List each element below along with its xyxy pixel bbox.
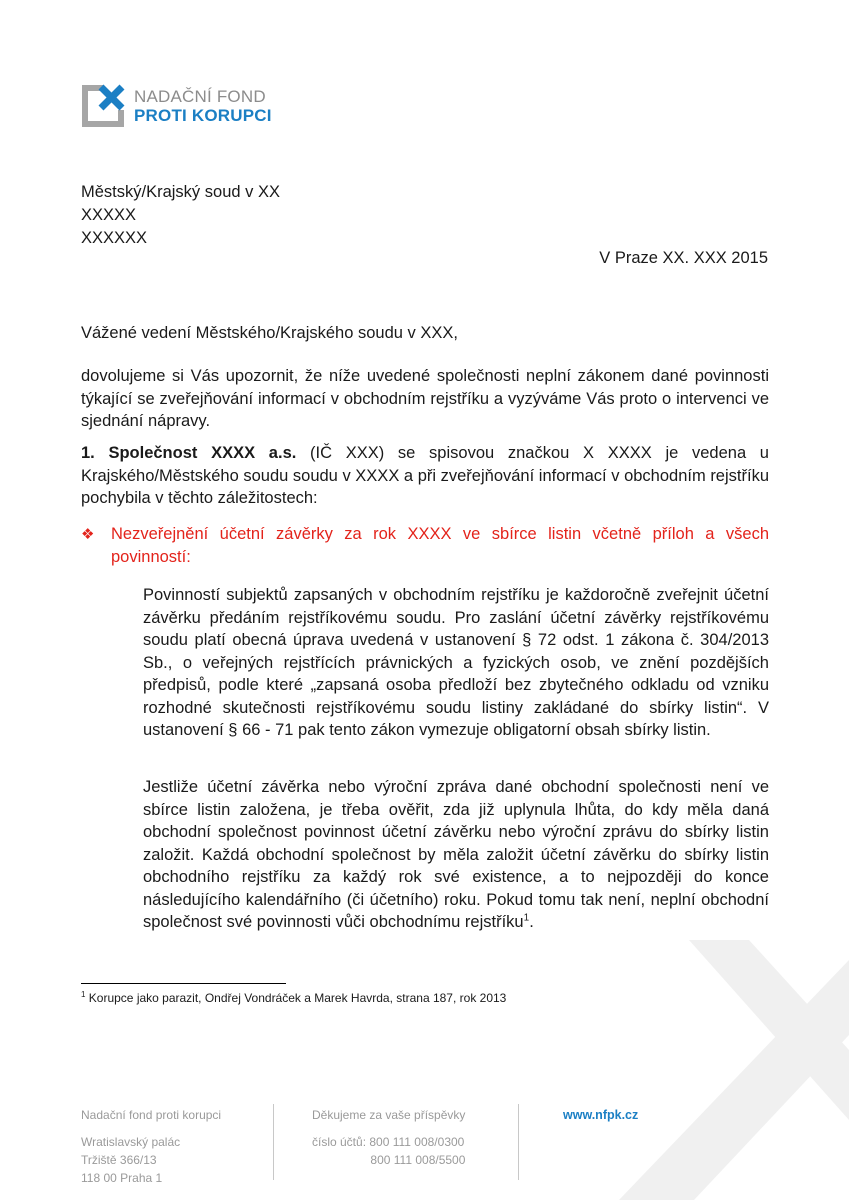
point-1-text: (IČ XXX) se spisovou značkou X XXXX je vedena u Krajského/Městského soudu soudu v XXXX a při zveřejňování informací v obchodním rejstříku pochybila v těchto záležitostech: bbox=[81, 444, 769, 507]
bullet-item bbox=[81, 523, 769, 568]
point-1-paragraph bbox=[81, 442, 769, 510]
letter-date: V Praze XX. XXX 2015 bbox=[599, 249, 768, 267]
salutation: Vážené vedení Městského/Krajského soudu v XXX, bbox=[81, 324, 458, 342]
logo-text bbox=[134, 87, 272, 125]
logo bbox=[81, 84, 272, 128]
logo-line1: NADAČNÍ FOND bbox=[134, 87, 266, 106]
recipient-address bbox=[81, 181, 280, 250]
footnote-divider bbox=[81, 983, 286, 984]
logo-x-icon bbox=[81, 84, 125, 128]
intro-paragraph: dovolujeme si Vás upozornit, že níže uvedené společnosti neplní zákonem dané povinnosti týkající se zveřejňování informací v obchodním rejstříku a vyzýváme Vás proto o intervenci ve sjednání nápravy. bbox=[81, 367, 769, 430]
footer-donations-title: Děkujeme za vaše příspěvky bbox=[312, 1108, 466, 1122]
footnote bbox=[81, 991, 506, 1005]
footer-account-2: 800 111 008/5500 bbox=[370, 1153, 466, 1167]
bullet-text: Nezveřejnění účetní závěrky za rok XXXX ve sbírce listin včetně příloh a všech povinností: bbox=[111, 525, 769, 566]
address-line3: XXXXXX bbox=[81, 229, 148, 247]
point-1-lead: 1. Společnost XXXX a.s. bbox=[81, 444, 297, 462]
footer-donations bbox=[312, 1106, 465, 1169]
address-line2: XXXXX bbox=[81, 206, 137, 224]
footer-account-1: číslo účtů: 800 111 008/0300 bbox=[312, 1135, 465, 1149]
footer-web-link[interactable]: www.nfpk.cz bbox=[563, 1108, 639, 1122]
watermark-x-icon bbox=[619, 940, 849, 1200]
footer-org-name: Nadační fond proti korupci bbox=[81, 1108, 222, 1122]
footnote-reference: 1 bbox=[523, 912, 530, 924]
address-line1: Městský/Krajský soud v XX bbox=[81, 183, 280, 201]
paragraph-2-text: Jestliže účetní závěrka nebo výroční zpráva dané obchodní společnosti není ve sbírce listin založena, je třeba ověřit, zda již uplynula lhůta, do kdy měla daná obchodní společnost povinnost účetní závěrku nebo výroční zprávu do sbírky listin založit. Každá obchodní společnost by měla založit účetní závěrku do sbírky listin obchodního rejstříku za každý rok své existence, a to nejpozději do konce následujícího kalendářního (či účetního) roku. Pokud tomu tak není, neplní obchodní společnost své povinnosti vůči obchodnímu rejstříku bbox=[143, 778, 769, 931]
logo-line2: PROTI KORUPCI bbox=[134, 106, 272, 125]
footer-divider bbox=[273, 1104, 274, 1180]
footer-address-line1: Wratislavský palác bbox=[81, 1135, 181, 1149]
diamond-bullet-icon: ❖ bbox=[81, 526, 95, 543]
paragraph-1: Povinností subjektů zapsaných v obchodním rejstříku je každoročně zveřejnit účetní závěrku předáním rejstříkovému soudu. Pro zaslání účetní závěrky rejstříkovému soudu platí obecná úprava uvedená v ustanovení § 72 odst. 1 zákona č. 304/2013 Sb., o veřejných rejstřících právnických a fyzických osob, ve znění pozdějších předpisů, podle které „zapsaná osoba předloží bez zbytečného odkladu od vzniku rozhodné skutečnosti rejstříkovému soudu listiny zakládané do sbírky listin“. V ustanovení § 66 - 71 pak tento zákon vymezuje obligatorní obsah sbírky listin. bbox=[143, 586, 769, 739]
footnote-text: Korupce jako parazit, Ondřej Vondráček a Marek Havrda, strana 187, rok 2013 bbox=[85, 991, 507, 1005]
footer-address-line2: Tržiště 366/13 bbox=[81, 1153, 157, 1167]
footer-address-line3: 118 00 Praha 1 bbox=[81, 1171, 163, 1185]
paragraph-2 bbox=[143, 776, 769, 934]
footer-address bbox=[81, 1106, 221, 1187]
paragraph-2-end: . bbox=[529, 913, 534, 931]
footnote-marker: 1 bbox=[81, 990, 86, 999]
footer-divider bbox=[518, 1104, 519, 1180]
